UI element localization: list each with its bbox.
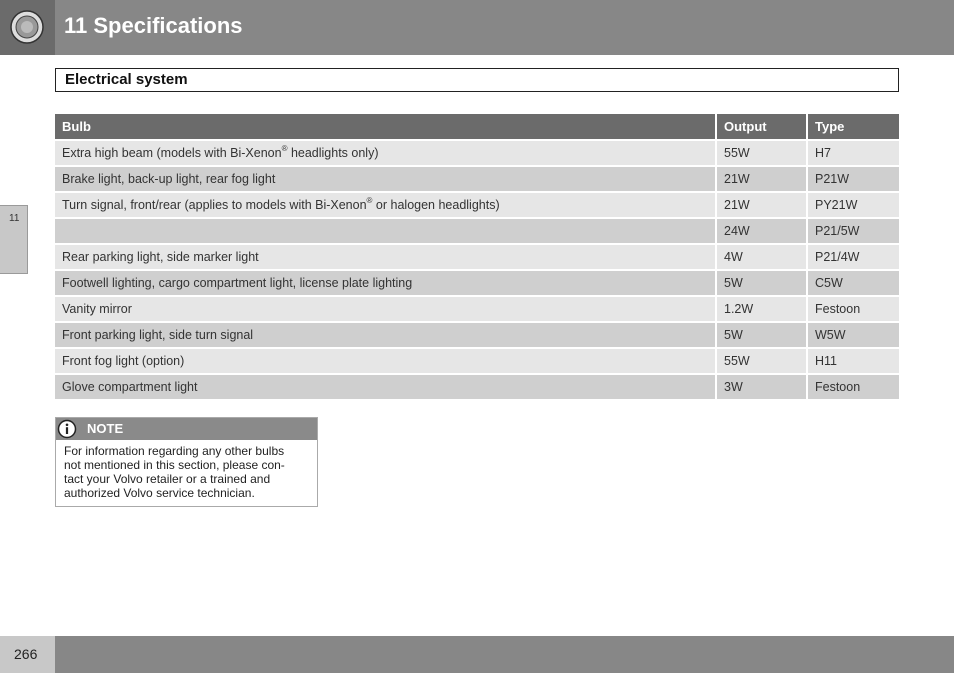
table-row: [55, 217, 899, 243]
type-cell: P21W: [808, 165, 899, 191]
page-footer: [0, 636, 954, 673]
type-cell: W5W: [808, 321, 899, 347]
section-title: Electrical system: [65, 71, 188, 88]
table-row: [55, 347, 899, 373]
bulb-cell: Extra high beam (models with Bi-Xenon® headlights only): [55, 139, 717, 165]
bulb-cell: Vanity mirror: [55, 295, 717, 321]
type-cell: Festoon: [808, 295, 899, 321]
note-header: [56, 418, 317, 440]
type-cell: PY21W: [808, 191, 899, 217]
chapter-tab[interactable]: [0, 205, 28, 274]
note-line: tact your Volvo retailer or a trained and: [64, 472, 271, 486]
bulb-cell: Turn signal, front/rear (applies to models with Bi-Xenon® or halogen headlights): [55, 191, 717, 217]
page-number-box: [0, 636, 55, 673]
note-line: authorized Volvo service technician.: [64, 486, 255, 500]
bulb-cell: Front fog light (option): [55, 347, 717, 373]
bulb-specs-table: [55, 114, 899, 399]
table-row: [55, 269, 899, 295]
output-cell: 5W: [717, 321, 808, 347]
output-cell: 1.2W: [717, 295, 808, 321]
chapter-tab-label: 11: [9, 213, 20, 224]
note-title: NOTE: [87, 421, 124, 436]
column-header-bulb: Bulb: [55, 114, 717, 139]
bulb-cell: Rear parking light, side marker light: [55, 243, 717, 269]
bulb-cell: Footwell lighting, cargo compartment light, license plate lighting: [55, 269, 717, 295]
table-row: [55, 295, 899, 321]
type-cell: H11: [808, 347, 899, 373]
output-cell: 21W: [717, 165, 808, 191]
page-number: 266: [14, 646, 38, 662]
type-cell: Festoon: [808, 373, 899, 399]
bulb-cell: [55, 217, 717, 243]
note-box: [55, 417, 318, 507]
type-cell: C5W: [808, 269, 899, 295]
bulb-cell: Front parking light, side turn signal: [55, 321, 717, 347]
type-cell: P21/4W: [808, 243, 899, 269]
bulb-cell: Brake light, back-up light, rear fog light: [55, 165, 717, 191]
logo-box: [0, 0, 55, 55]
output-cell: 24W: [717, 217, 808, 243]
table-row: [55, 373, 899, 399]
page-title: 11 Specifications: [64, 13, 243, 38]
table-row: [55, 165, 899, 191]
output-cell: 4W: [717, 243, 808, 269]
table-row: [55, 321, 899, 347]
output-cell: 55W: [717, 139, 808, 165]
table-row: [55, 243, 899, 269]
section-heading-box: [55, 68, 899, 92]
table-row: [55, 139, 899, 165]
bulb-cell: Glove compartment light: [55, 373, 717, 399]
info-icon: [57, 419, 77, 439]
output-cell: 55W: [717, 347, 808, 373]
note-line: For information regarding any other bulbs: [64, 444, 285, 458]
column-header-type: Type: [808, 114, 899, 139]
output-cell: 3W: [717, 373, 808, 399]
column-header-output: Output: [717, 114, 808, 139]
output-cell: 5W: [717, 269, 808, 295]
type-cell: H7: [808, 139, 899, 165]
note-line: not mentioned in this section, please con-: [64, 458, 285, 472]
page-header: [0, 0, 954, 55]
table-header-row: [55, 114, 899, 139]
table-row: [55, 191, 899, 217]
note-body: [64, 444, 310, 500]
output-cell: 21W: [717, 191, 808, 217]
type-cell: P21/5W: [808, 217, 899, 243]
volvo-logo-icon: [10, 10, 44, 44]
